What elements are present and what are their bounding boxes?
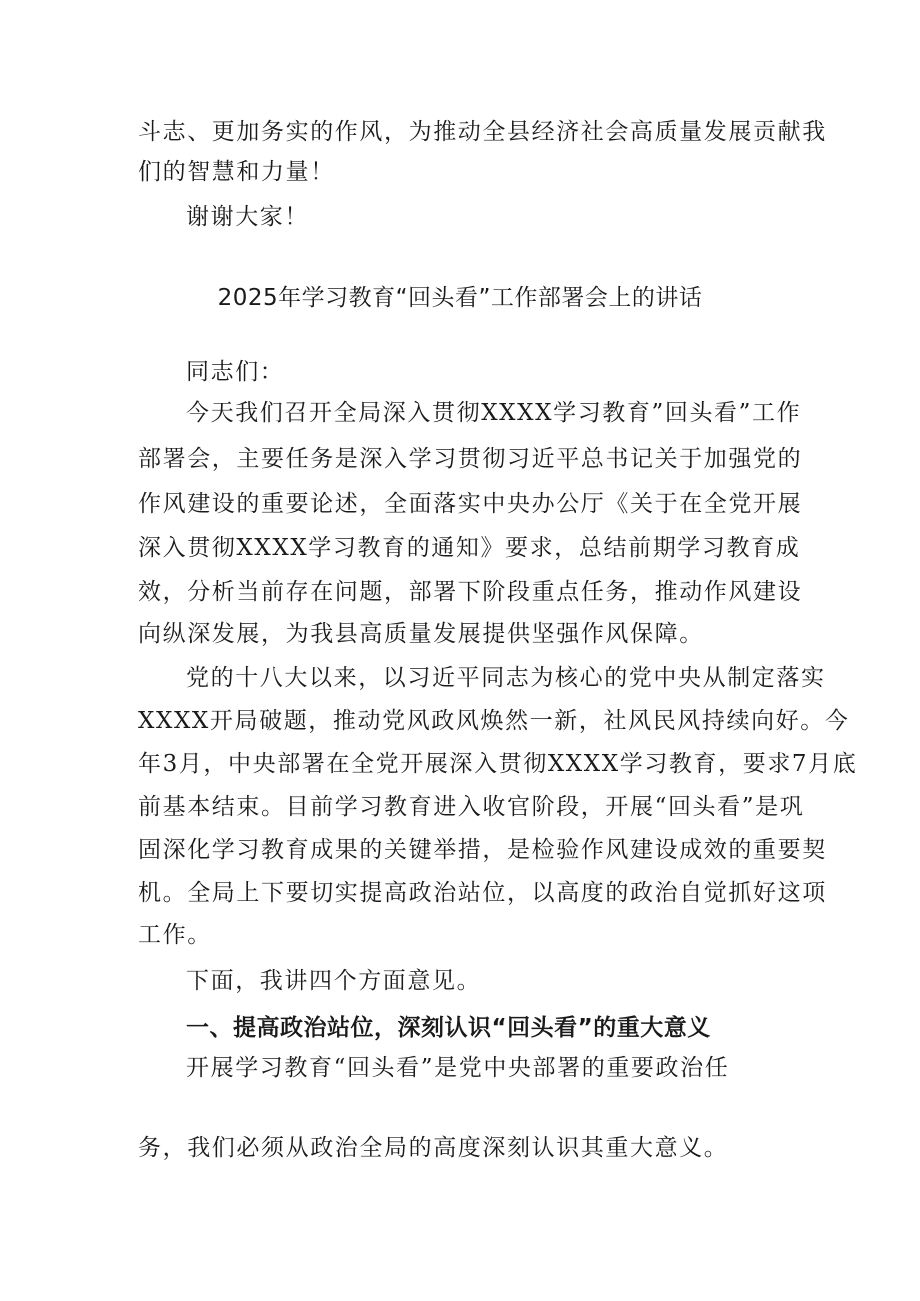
paragraph-line: 向纵深发展，为我县高质量发展提供坚强作风保障。 <box>138 621 704 647</box>
paragraph-line: 斗志、更加务实的作风，为推动全县经济社会高质量发展贡献我 <box>138 119 827 145</box>
speech-title: 2025年学习教育“回头看”工作部署会上的讲话 <box>217 285 703 311</box>
paragraph-line: 谢谢大家！ <box>186 204 309 230</box>
paragraph-line: 固深化学习教育成果的关键举措，是检验作风建设成效的重要契 <box>138 837 827 863</box>
paragraph-line: 前基本结束。目前学习教育进入收官阶段，开展“回头看”是巩 <box>138 794 805 820</box>
paragraph-line: 机。全局上下要切实提高政治站位，以高度的政治自觉抓好这项 <box>138 880 827 906</box>
paragraph-line: 党的十八大以来，以习近平同志为核心的党中央从制定落实 <box>186 665 826 691</box>
paragraph-line: 务，我们必须从政治全局的高度深刻认识其重大意义。 <box>138 1135 729 1161</box>
paragraph-line: 效，分析当前存在问题，部署下阶段重点任务，推动作风建设 <box>138 579 803 605</box>
paragraph-line: 开展学习教育“回头看”是党中央部署的重要政治任 <box>186 1055 730 1081</box>
paragraph-line: 下面，我讲四个方面意见。 <box>186 968 482 994</box>
paragraph-line: 今天我们召开全局深入贯彻XXXX学习教育”回头看”工作 <box>186 400 802 426</box>
section-heading: 一、提高政治站位，深刻认识“回头看”的重大意义 <box>186 1015 711 1041</box>
paragraph-line: 们的智慧和力量！ <box>138 159 335 185</box>
paragraph-line: 年3月，中央部署在全党开展深入贯彻XXXX学习教育，要求7月底 <box>138 751 858 777</box>
paragraph-line: 深入贯彻XXXX学习教育的通知》要求，总结前期学习教育成 <box>138 535 801 561</box>
salutation: 同志们： <box>186 359 285 385</box>
paragraph-line: 部署会，主要任务是深入学习贯彻习近平总书记关于加强党的 <box>138 446 803 472</box>
paragraph-line: 作风建设的重要论述，全面落实中央办公厅《关于在全党开展 <box>138 491 803 517</box>
paragraph-line: XXXX开局破题，推动党风政风焕然一新，社风民风持续向好。今 <box>138 708 850 734</box>
paragraph-line: 工作。 <box>138 922 212 948</box>
